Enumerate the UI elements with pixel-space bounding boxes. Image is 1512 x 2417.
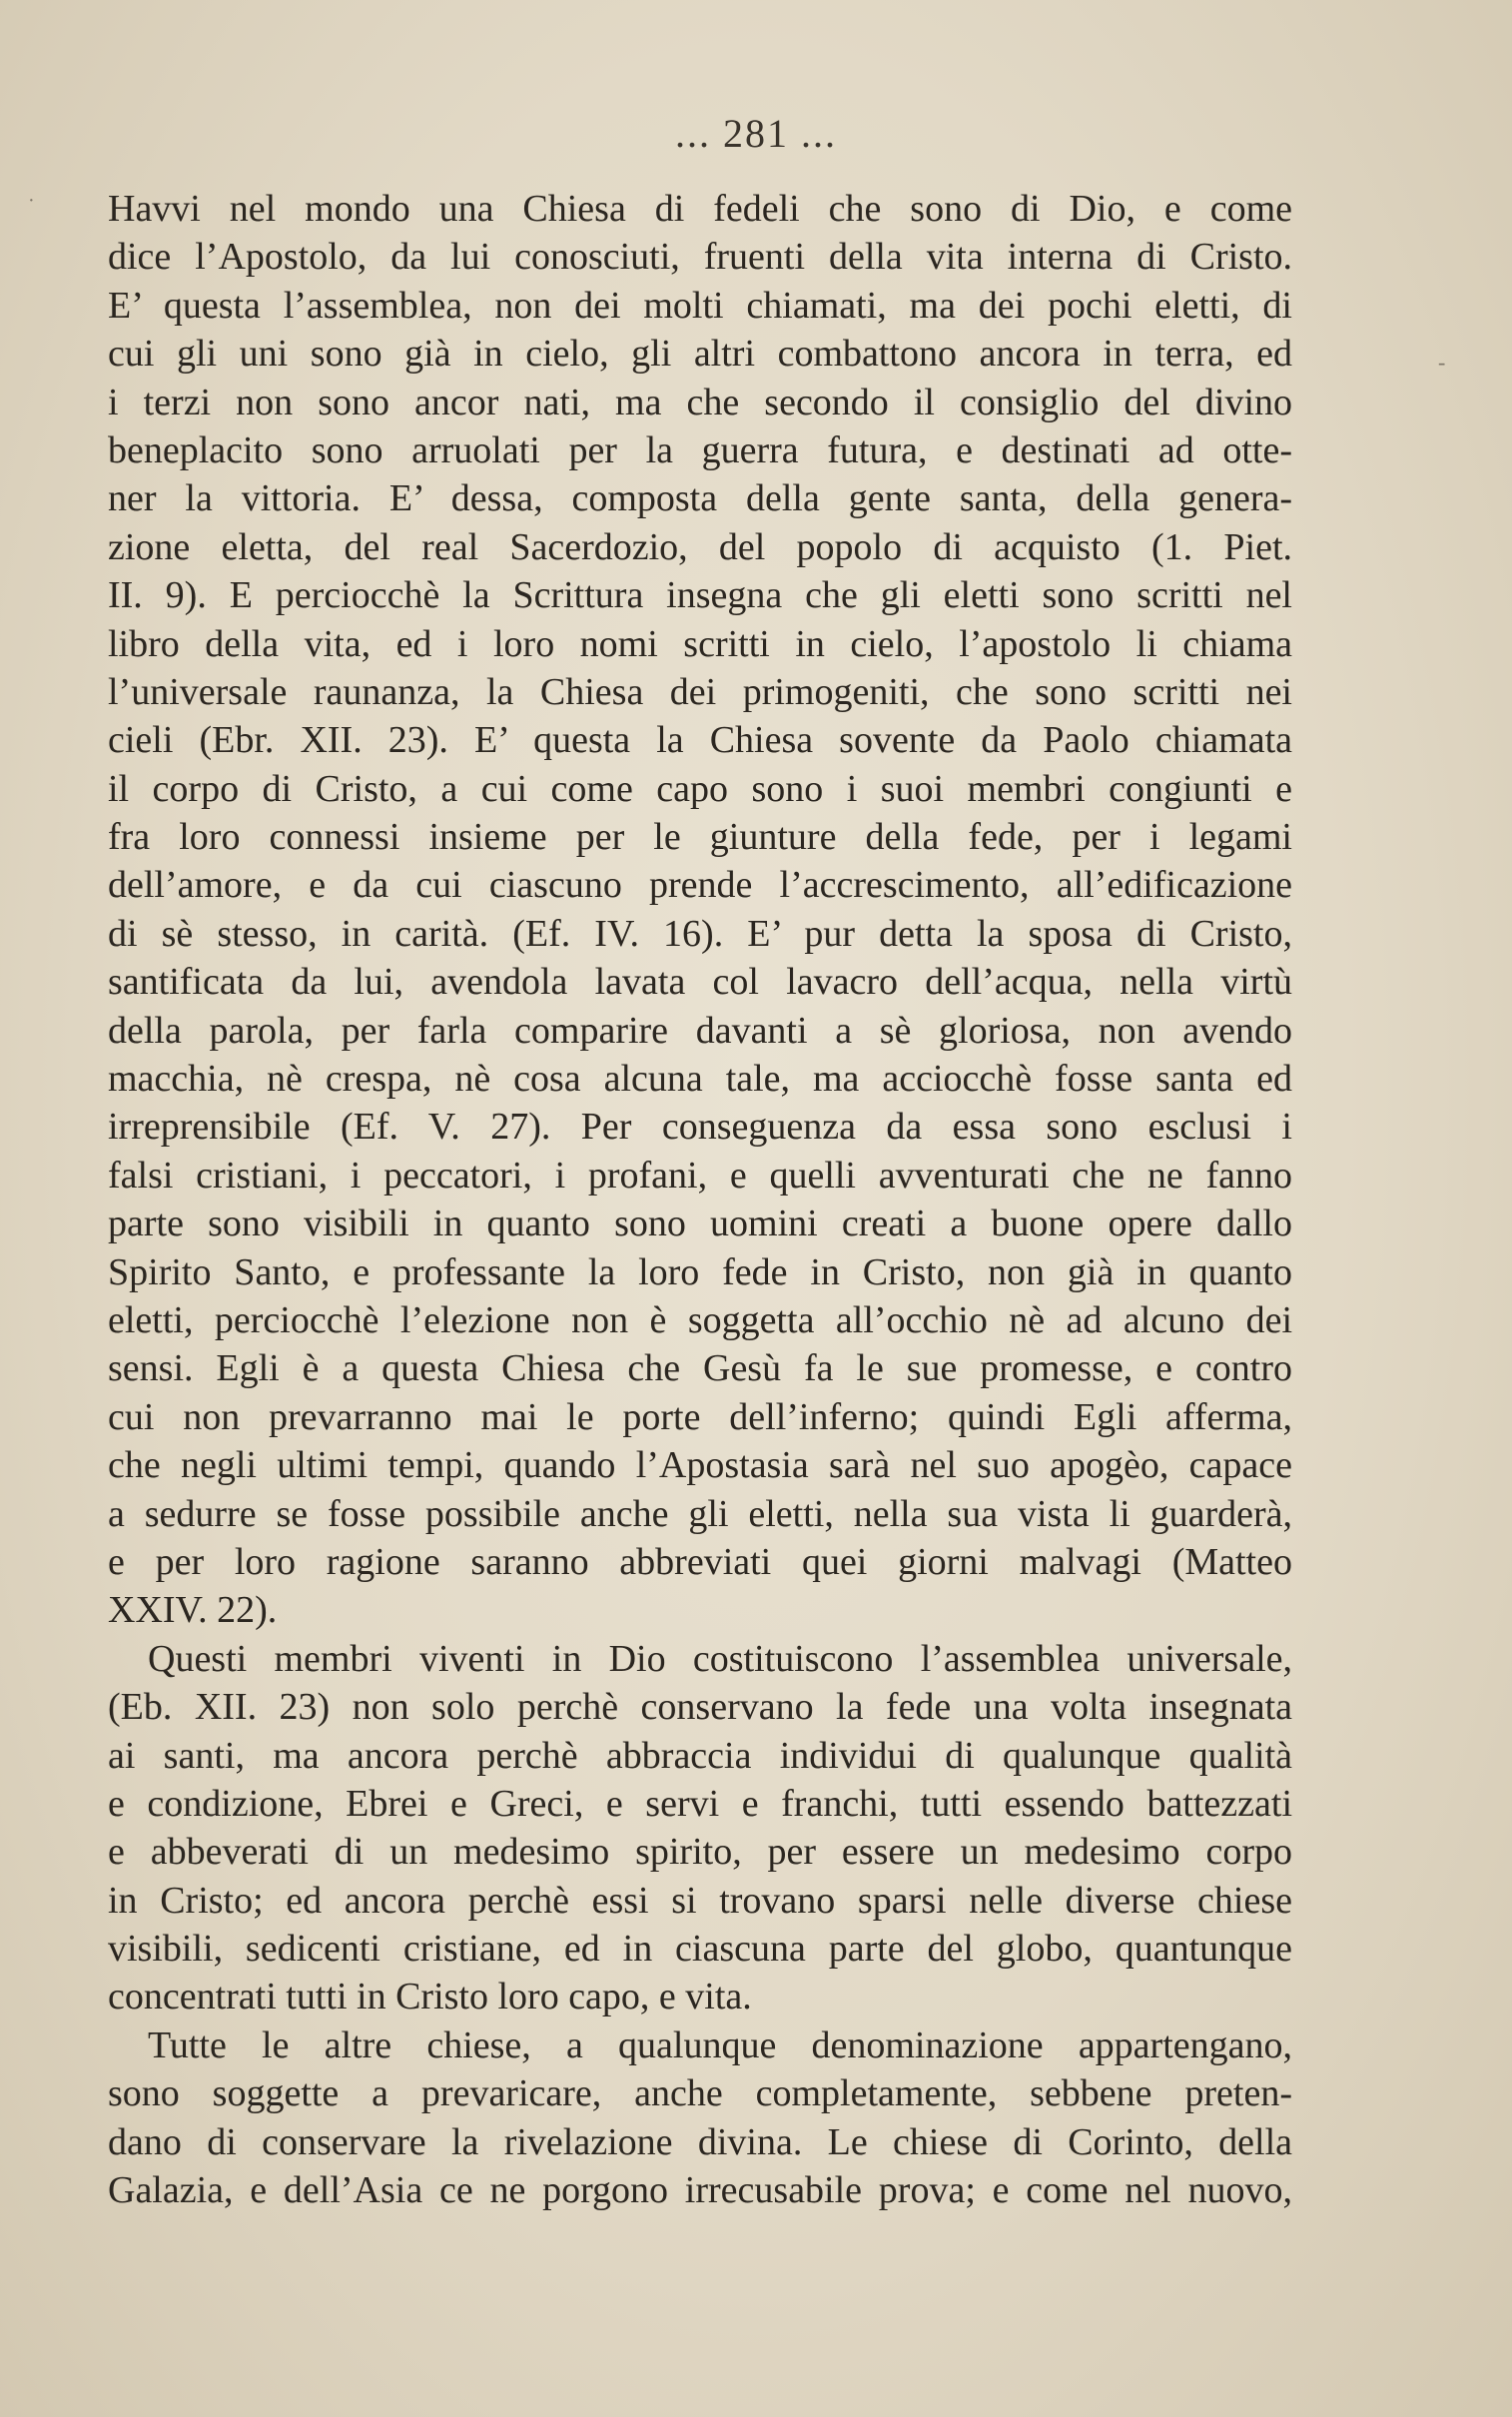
text-line: fra loro connessi insieme per le giunture della fede, per i legami [108, 816, 1292, 859]
text-line: irreprensibile (Ef. V. 27). Per conseguenza da essa sono esclusi i [108, 1106, 1292, 1149]
text-line: Galazia, e dell’Asia ce ne porgono irrecusabile prova; e come nel nuovo, [108, 2169, 1292, 2212]
text-line: dell’amore, e da cui ciascuno prende l’accrescimento, all’edificazione [108, 864, 1292, 907]
text-line: santificata da lui, avendola lavata col lavacro dell’acqua, nella virtù [108, 961, 1292, 1004]
text-line: il corpo di Cristo, a cui come capo sono i suoi membri congiunti e [108, 767, 1292, 810]
text-line: cui non prevarranno mai le porte dell’inferno; quindi Egli afferma, [108, 1395, 1292, 1438]
text-line: ner la vittoria. E’ dessa, composta della gente santa, della genera- [108, 477, 1292, 520]
text-line: che negli ultimi tempi, quando l’Apostasia sarà nel suo apogèo, capace [108, 1444, 1292, 1487]
text-line: e abbeverati di un medesimo spirito, per essere un medesimo corpo [108, 1831, 1292, 1874]
text-line: Tutte le altre chiese, a qualunque denominazione appartengano, [148, 2023, 1292, 2066]
text-line: eletti, perciocchè l’elezione non è soggetta all’occhio nè ad alcuno dei [108, 1298, 1292, 1341]
text-line: i terzi non sono ancor nati, ma che secondo il consiglio del divino [108, 381, 1292, 423]
text-line: visibili, sedicenti cristiane, ed in ciascuna parte del globo, quantunque [108, 1928, 1292, 1971]
text-line: concentrati tutti in Cristo loro capo, e vita. [108, 1976, 752, 2018]
text-line: parte sono visibili in quanto sono uomini creati a buone opere dallo [108, 1203, 1292, 1245]
paragraph [108, 2021, 1292, 2215]
text-line: e per loro ragione saranno abbreviati quei giorni malvagi (Matteo [108, 1540, 1292, 1583]
text-line: dice l’Apostolo, da lui conosciuti, fruenti della vita interna di Cristo. [108, 236, 1292, 279]
text-line: a sedurre se fosse possibile anche gli eletti, nella sua vista li guarderà, [108, 1492, 1292, 1535]
text-line: di sè stesso, in carità. (Ef. IV. 16). E’ pur detta la sposa di Cristo, [108, 912, 1292, 955]
text-line: XXIV. 22). [108, 1589, 278, 1632]
text-line: Spirito Santo, e professante la loro fede in Cristo, non già in quanto [108, 1250, 1292, 1293]
text-line: e condizione, Ebrei e Greci, e servi e franchi, tutti essendo battezzati [108, 1782, 1292, 1825]
text-line: falsi cristiani, i peccatori, i profani, e quelli avventurati che ne fanno [108, 1154, 1292, 1197]
text-line: Havvi nel mondo una Chiesa di fedeli che sono di Dio, e come [108, 188, 1292, 230]
paragraph [108, 1635, 1292, 2021]
text-line: sono soggette a prevaricare, anche completamente, sebbene preten- [108, 2072, 1292, 2115]
text-line: in Cristo; ed ancora perchè essi si trovano sparsi nelle diverse chiese [108, 1879, 1292, 1922]
text-line: E’ questa l’assemblea, non dei molti chiamati, ma dei pochi eletti, di [108, 284, 1292, 327]
text-line: II. 9). E perciocchè la Scrittura insegna che gli eletti sono scritti nel [108, 574, 1292, 617]
text-line: cui gli uni sono già in cielo, gli altri combattono ancora in terra, ed [108, 333, 1292, 376]
margin-speck: · [28, 190, 35, 212]
text-line: l’universale raunanza, la Chiesa dei primogeniti, che sono scritti nei [108, 670, 1292, 713]
text-line: sensi. Egli è a questa Chiesa che Gesù fa le sue promesse, e contro [108, 1347, 1292, 1390]
text-line: cieli (Ebr. XII. 23). E’ questa la Chiesa sovente da Paolo chiamata [108, 719, 1292, 762]
text-line: ai santi, ma ancora perchè abbraccia individui di qualunque qualità [108, 1734, 1292, 1777]
text-line: libro della vita, ed i loro nomi scritti in cielo, l’apostolo li chiama [108, 622, 1292, 665]
body-text [108, 185, 1292, 2214]
text-line: della parola, per farla comparire davanti a sè gloriosa, non avendo [108, 1009, 1292, 1052]
text-line: zione eletta, del real Sacerdozio, del popolo di acquisto (1. Piet. [108, 525, 1292, 568]
text-line: (Eb. XII. 23) non solo perchè conservano la fede una volta insegnata [108, 1686, 1292, 1729]
text-line: Questi membri viventi in Dio costituiscono l’assemblea universale, [148, 1637, 1292, 1680]
text-line: beneplacito sono arruolati per la guerra futura, e destinati ad otte- [108, 428, 1292, 471]
text-line: dano di conservare la rivelazione divina. Le chiese di Corinto, della [108, 2120, 1292, 2163]
margin-speck: - [1438, 350, 1446, 375]
page-number: ... 281 ... [675, 111, 837, 156]
text-line: macchia, nè crespa, nè cosa alcuna tale, ma acciocchè fosse santa ed [108, 1058, 1292, 1101]
paragraph [108, 185, 1292, 1635]
